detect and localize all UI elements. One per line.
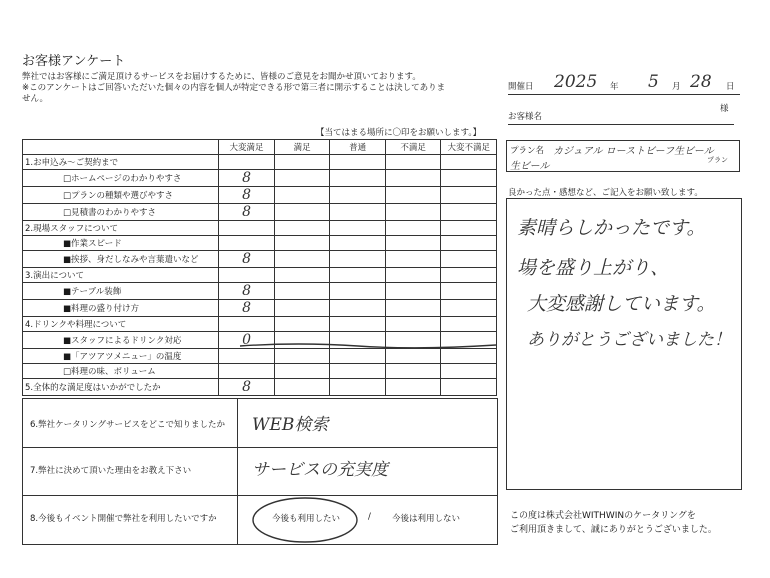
plan-label: プラン名 (510, 146, 545, 156)
question-7-label: 7.弊社に決めて頂いた理由をお教え下さい (30, 466, 192, 476)
option-no-button[interactable]: 今後は利用しない (392, 514, 461, 524)
rating-cell[interactable] (441, 364, 497, 379)
table-row (23, 155, 497, 170)
rating-cell[interactable] (274, 364, 330, 379)
rating-cell[interactable] (441, 251, 497, 268)
rating-cell[interactable]: 8 (219, 170, 275, 187)
row-label: ■料理の盛り付け方 (23, 300, 219, 317)
rating-cell[interactable] (441, 221, 497, 236)
row-label: 5.全体的な満足度はいかがでしたか (23, 379, 219, 396)
instruction-text: 【当てはまる場所に〇印をお願いします。】 (316, 128, 482, 138)
row-label: □料理の味、ボリューム (23, 364, 219, 379)
rating-cell[interactable]: 8 (219, 300, 275, 317)
rating-cell[interactable] (274, 170, 330, 187)
event-date-field[interactable] (508, 74, 740, 95)
rating-cell[interactable] (441, 283, 497, 300)
rating-cell[interactable] (385, 300, 441, 317)
rating-cell[interactable] (274, 317, 330, 332)
table-row (23, 283, 497, 300)
row-label: □見積書のわかりやすさ (23, 204, 219, 221)
row-label: 4.ドリンクや料理について (23, 317, 219, 332)
day-unit: 日 (726, 82, 735, 92)
rating-cell[interactable] (274, 379, 330, 396)
rating-cell[interactable] (274, 236, 330, 251)
rating-cell[interactable] (441, 379, 497, 396)
rating-cell[interactable] (441, 317, 497, 332)
footer-line-2: ご利用頂きまして、誠にありがとうございました。 (510, 525, 717, 535)
customer-name-field[interactable] (508, 106, 734, 125)
rating-cell[interactable] (274, 187, 330, 204)
rating-cell[interactable] (441, 187, 497, 204)
table-row (23, 236, 497, 251)
plan-value-line-2: 生ビール (510, 161, 550, 172)
row-label: 1.お申込み～ご契約まで (23, 155, 219, 170)
question-7-answer[interactable]: サービスの充実度 (252, 460, 388, 480)
feedback-textarea[interactable] (506, 198, 742, 490)
rating-cell[interactable] (385, 251, 441, 268)
feedback-line-4: ありがとうございました！ (527, 330, 731, 350)
rating-cell[interactable] (219, 364, 275, 379)
col-header: 大変満足 (219, 140, 275, 155)
row-label: ■作業スピード (23, 236, 219, 251)
rating-cell[interactable]: 8 (219, 204, 275, 221)
table-row (23, 221, 497, 236)
feedback-line-3: 大変感謝しています。 (527, 293, 716, 315)
intro-line-2: ※このアンケートはご回答いただいた個々の内容を個人が特定できる形で第三者に開示することは決してありま (22, 83, 446, 93)
col-header: 満足 (274, 140, 330, 155)
question-8-label: 8.今後もイベント開催で弊社を利用したいですか (30, 514, 217, 524)
selection-circle (250, 494, 360, 548)
rating-cell[interactable] (330, 236, 386, 251)
table-row (23, 170, 497, 187)
rating-cell[interactable] (330, 364, 386, 379)
survey-title: お客様アンケート (22, 54, 126, 69)
rating-cell[interactable] (330, 283, 386, 300)
rating-cell[interactable] (385, 221, 441, 236)
row-label: ■挨拶、身だしなみや言葉遣いなど (23, 251, 219, 268)
row-label: 3.演出について (23, 268, 219, 283)
rating-cell[interactable] (441, 268, 497, 283)
customer-suffix: 様 (720, 104, 729, 114)
rating-cell[interactable] (385, 236, 441, 251)
rating-cell[interactable] (441, 170, 497, 187)
col-header: 不満足 (385, 140, 441, 155)
rating-cell[interactable] (330, 221, 386, 236)
rating-cell[interactable] (441, 204, 497, 221)
table-row (23, 300, 497, 317)
col-header: 普通 (330, 140, 386, 155)
row-label: ■「アツアツメニュー」の温度 (23, 349, 219, 364)
rating-cell[interactable]: 8 (219, 379, 275, 396)
table-row (23, 364, 497, 379)
rating-cell[interactable] (385, 364, 441, 379)
rating-cell[interactable] (330, 155, 386, 170)
rating-cell[interactable] (274, 221, 330, 236)
intro-line-1: 弊社ではお客様にご満足頂けるサービスをお届けするために、皆様のご意見をお聞かせ頂いております。 (22, 72, 421, 82)
event-date-year: 2025 (554, 72, 598, 92)
rating-cell[interactable] (385, 283, 441, 300)
rating-cell[interactable] (385, 187, 441, 204)
row-label: 2.現場スタッフについて (23, 221, 219, 236)
intro-line-3: せん。 (22, 94, 49, 104)
rating-cell[interactable] (385, 155, 441, 170)
rating-cell[interactable] (219, 236, 275, 251)
intro-text (22, 72, 492, 105)
rating-cell[interactable] (385, 317, 441, 332)
rating-cell[interactable] (219, 155, 275, 170)
event-date-month: 5 (648, 72, 659, 92)
rating-cell[interactable] (441, 155, 497, 170)
table-row (23, 317, 497, 332)
rating-cell[interactable] (219, 268, 275, 283)
feedback-line-2: 場を盛り上がり、 (517, 257, 670, 279)
feedback-label: 良かった点・感想など、ご記入をお願い致します。 (508, 188, 703, 198)
rating-cell[interactable]: 0 (219, 332, 275, 349)
question-6-answer[interactable]: WEB検索 (252, 415, 329, 435)
rating-cell[interactable] (219, 317, 275, 332)
rating-cell[interactable] (385, 170, 441, 187)
event-date-day: 28 (690, 72, 712, 92)
table-row (23, 251, 497, 268)
rating-cell[interactable] (330, 268, 386, 283)
rating-cell[interactable] (274, 204, 330, 221)
rating-cell[interactable] (274, 283, 330, 300)
scribble-line (238, 340, 498, 352)
rating-cell[interactable] (330, 379, 386, 396)
table-header-row (23, 140, 497, 155)
rating-cell[interactable] (274, 251, 330, 268)
col-header: 大変不満足 (441, 140, 497, 155)
month-unit: 月 (672, 82, 681, 92)
row-label: ■テーブル装飾 (23, 283, 219, 300)
rating-cell[interactable] (274, 268, 330, 283)
rating-cell[interactable] (330, 300, 386, 317)
rating-cell[interactable] (385, 204, 441, 221)
satisfaction-table (22, 139, 497, 396)
rating-cell[interactable] (330, 204, 386, 221)
table-row (23, 187, 497, 204)
rating-cell[interactable] (330, 251, 386, 268)
rating-cell[interactable] (274, 300, 330, 317)
question-6-label: 6.弊社ケータリングサービスをどこで知りましたか (30, 420, 225, 430)
row-label: □プランの種類や選びやすさ (23, 187, 219, 204)
feedback-line-1: 素晴らしかったです。 (517, 217, 706, 239)
rating-cell[interactable] (385, 379, 441, 396)
rating-cell[interactable] (441, 300, 497, 317)
plan-suffix: プラン (707, 156, 728, 164)
plan-value-line-1: カジュアル ローストビーフ生ビール (553, 146, 714, 157)
rating-cell[interactable] (330, 187, 386, 204)
rating-cell[interactable] (330, 317, 386, 332)
year-unit: 年 (610, 82, 619, 92)
table-row (23, 379, 497, 396)
option-yes-button[interactable]: 今後も利用したい (272, 514, 341, 524)
rating-cell[interactable] (274, 155, 330, 170)
customer-name-label: お客様名 (508, 112, 543, 122)
table-row (23, 268, 497, 283)
option-separator: / (368, 512, 371, 522)
rating-cell[interactable] (441, 236, 497, 251)
row-label: □ホームページのわかりやすさ (23, 170, 219, 187)
rating-cell[interactable]: 8 (219, 187, 275, 204)
table-header-blank (23, 140, 219, 155)
rating-cell[interactable]: 8 (219, 251, 275, 268)
plan-field[interactable] (506, 140, 740, 172)
table-row (23, 204, 497, 221)
event-date-label: 開催日 (508, 82, 534, 92)
rating-cell[interactable] (330, 170, 386, 187)
rating-cell[interactable] (385, 268, 441, 283)
footer-line-1: この度は株式会社WITHWINのケータリングを (510, 511, 696, 521)
rating-cell[interactable] (219, 221, 275, 236)
row-label: ■スタッフによるドリンク対応 (23, 332, 219, 349)
rating-cell[interactable]: 8 (219, 283, 275, 300)
